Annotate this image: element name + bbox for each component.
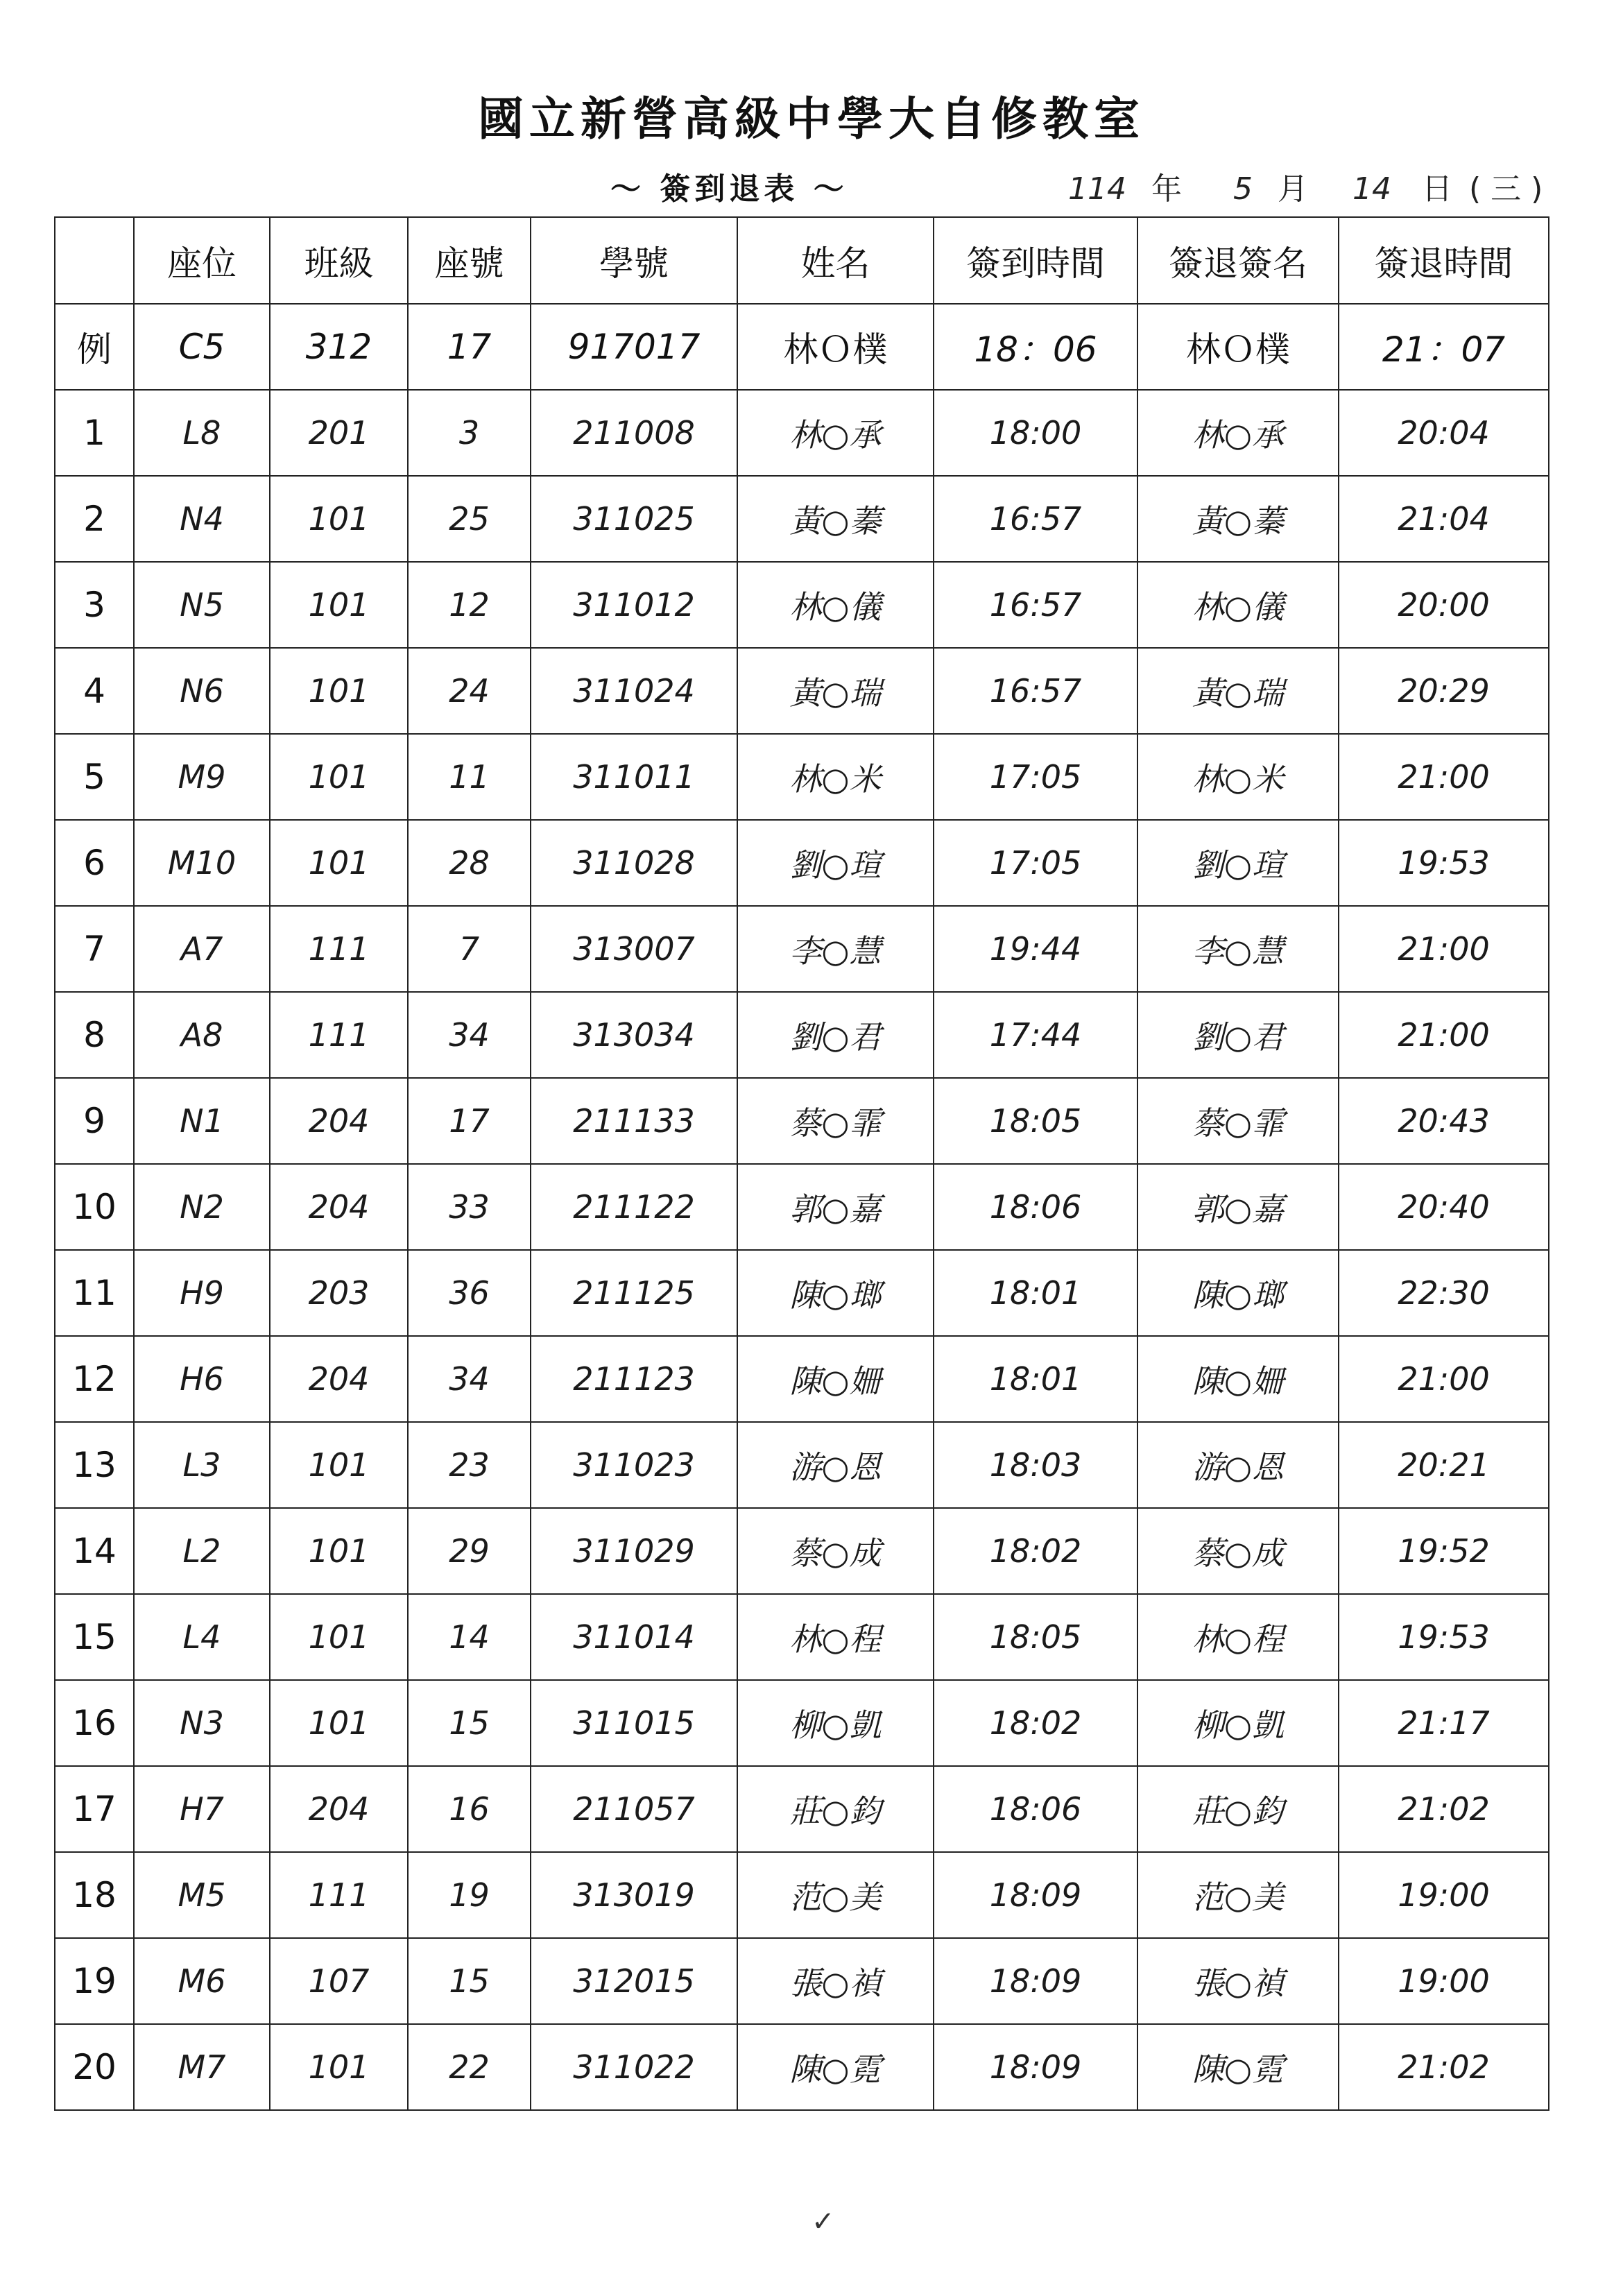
table-row: [55, 1508, 1549, 1594]
checkin-time-cell: 18:06: [934, 1164, 1137, 1250]
seat-cell: L8: [134, 390, 270, 476]
student-id-cell: 313007: [531, 906, 737, 992]
table-row: [55, 1766, 1549, 1852]
signin-table: [54, 216, 1549, 2111]
checkin-time-cell: 18:03: [934, 1422, 1137, 1508]
signout-name-cell: 李○慧: [1137, 906, 1339, 992]
name-cell: 陳○瑯: [737, 1250, 934, 1336]
seat-number-cell: 22: [408, 2024, 531, 2110]
seat-cell: N4: [134, 476, 270, 562]
signout-name-cell: 陳○瑯: [1137, 1250, 1339, 1336]
signout-name-cell: 張○禎: [1137, 1938, 1339, 2024]
checkout-time-cell: 22:30: [1339, 1250, 1549, 1336]
row-index: 13: [55, 1422, 134, 1508]
page-title: 國立新營高級中學大自修教室: [478, 92, 1145, 146]
row-index: 3: [55, 562, 134, 648]
name-cell: 李○慧: [737, 906, 934, 992]
class-cell: 201: [270, 390, 408, 476]
class-cell: 101: [270, 1680, 408, 1766]
seat-cell: M6: [134, 1938, 270, 2024]
seat-cell: N5: [134, 562, 270, 648]
checkin-time-cell: 17:44: [934, 992, 1137, 1078]
student-id-cell: 211125: [531, 1250, 737, 1336]
example-checkout: 21：07: [1339, 304, 1549, 390]
class-cell: 111: [270, 992, 408, 1078]
name-cell: 游○恩: [737, 1422, 934, 1508]
table-row: [55, 992, 1549, 1078]
seat-number-cell: 12: [408, 562, 531, 648]
signout-name-cell: 林○米: [1137, 734, 1339, 820]
seat-cell: H6: [134, 1336, 270, 1422]
class-cell: 101: [270, 476, 408, 562]
seat-cell: L2: [134, 1508, 270, 1594]
signout-name-cell: 劉○瑄: [1137, 820, 1339, 906]
date-month: 5: [1233, 171, 1253, 207]
student-id-cell: 313019: [531, 1852, 737, 1938]
checkin-time-cell: 18:02: [934, 1508, 1137, 1594]
class-cell: 204: [270, 1164, 408, 1250]
example-signout-name: 林Ｏ樸: [1137, 304, 1339, 390]
checkin-time-cell: 18:09: [934, 1852, 1137, 1938]
checkin-time-cell: 18:05: [934, 1078, 1137, 1164]
col-header-class: 班級: [270, 217, 408, 304]
name-cell: 蔡○成: [737, 1508, 934, 1594]
seat-cell: H9: [134, 1250, 270, 1336]
name-cell: 張○禎: [737, 1938, 934, 2024]
footer-check-mark: ✓: [812, 2206, 835, 2238]
col-header-number: 座號: [408, 217, 531, 304]
student-id-cell: 211008: [531, 390, 737, 476]
row-index: 17: [55, 1766, 134, 1852]
example-name: 林Ｏ樸: [737, 304, 934, 390]
col-header-checkout: 簽退時間: [1339, 217, 1549, 304]
row-index: 14: [55, 1508, 134, 1594]
checkout-time-cell: 21:00: [1339, 1336, 1549, 1422]
seat-cell: H7: [134, 1766, 270, 1852]
class-cell: 101: [270, 1422, 408, 1508]
table-row: [55, 2024, 1549, 2110]
signout-name-cell: 范○美: [1137, 1852, 1339, 1938]
seat-number-cell: 34: [408, 1336, 531, 1422]
date-day: 14: [1352, 171, 1391, 207]
checkin-time-cell: 17:05: [934, 820, 1137, 906]
example-class: 312: [270, 304, 408, 390]
checkin-time-cell: 18:00: [934, 390, 1137, 476]
class-cell: 111: [270, 1852, 408, 1938]
table-row: [55, 1078, 1549, 1164]
date-day-unit: 日: [1421, 171, 1452, 207]
student-id-cell: 311029: [531, 1508, 737, 1594]
row-index: 12: [55, 1336, 134, 1422]
checkout-time-cell: 20:43: [1339, 1078, 1549, 1164]
signout-name-cell: 林○程: [1137, 1594, 1339, 1680]
class-cell: 101: [270, 734, 408, 820]
checkin-time-cell: 17:05: [934, 734, 1137, 820]
table-row: [55, 648, 1549, 734]
checkin-time-cell: 18:06: [934, 1766, 1137, 1852]
seat-cell: N3: [134, 1680, 270, 1766]
seat-number-cell: 7: [408, 906, 531, 992]
table-row: [55, 1336, 1549, 1422]
example-number: 17: [408, 304, 531, 390]
seat-number-cell: 34: [408, 992, 531, 1078]
checkout-time-cell: 21:02: [1339, 1766, 1549, 1852]
name-cell: 莊○鈞: [737, 1766, 934, 1852]
student-id-cell: 211123: [531, 1336, 737, 1422]
seat-number-cell: 3: [408, 390, 531, 476]
seat-cell: N1: [134, 1078, 270, 1164]
example-checkin: 18：06: [934, 304, 1137, 390]
checkout-time-cell: 21:00: [1339, 992, 1549, 1078]
class-cell: 111: [270, 906, 408, 992]
date-month-unit: 月: [1277, 171, 1308, 207]
seat-cell: M10: [134, 820, 270, 906]
student-id-cell: 312015: [531, 1938, 737, 2024]
class-cell: 203: [270, 1250, 408, 1336]
seat-number-cell: 24: [408, 648, 531, 734]
col-header-name: 姓名: [737, 217, 934, 304]
name-cell: 林○儀: [737, 562, 934, 648]
seat-number-cell: 29: [408, 1508, 531, 1594]
seat-number-cell: 25: [408, 476, 531, 562]
col-header-seat: 座位: [134, 217, 270, 304]
checkout-time-cell: 20:00: [1339, 562, 1549, 648]
row-index: 10: [55, 1164, 134, 1250]
name-cell: 林○米: [737, 734, 934, 820]
class-cell: 101: [270, 562, 408, 648]
date-weekday: ( 三 ): [1468, 171, 1543, 207]
checkout-time-cell: 19:52: [1339, 1508, 1549, 1594]
checkin-time-cell: 18:02: [934, 1680, 1137, 1766]
seat-cell: N6: [134, 648, 270, 734]
signout-name-cell: 郭○嘉: [1137, 1164, 1339, 1250]
seat-number-cell: 15: [408, 1938, 531, 2024]
seat-number-cell: 36: [408, 1250, 531, 1336]
student-id-cell: 311024: [531, 648, 737, 734]
name-cell: 蔡○霏: [737, 1078, 934, 1164]
example-label: 例: [55, 304, 134, 390]
table-row: [55, 1422, 1549, 1508]
row-index: 1: [55, 390, 134, 476]
class-cell: 101: [270, 820, 408, 906]
checkout-time-cell: 21:17: [1339, 1680, 1549, 1766]
seat-cell: L3: [134, 1422, 270, 1508]
class-cell: 101: [270, 1508, 408, 1594]
student-id-cell: 211057: [531, 1766, 737, 1852]
signout-name-cell: 陳○霓: [1137, 2024, 1339, 2110]
checkout-time-cell: 21:00: [1339, 734, 1549, 820]
checkin-time-cell: 18:01: [934, 1336, 1137, 1422]
signout-name-cell: 莊○鈞: [1137, 1766, 1339, 1852]
signout-name-cell: 陳○姍: [1137, 1336, 1339, 1422]
seat-cell: M9: [134, 734, 270, 820]
table-row: [55, 476, 1549, 562]
checkout-time-cell: 21:00: [1339, 906, 1549, 992]
seat-number-cell: 17: [408, 1078, 531, 1164]
class-cell: 204: [270, 1766, 408, 1852]
seat-number-cell: 19: [408, 1852, 531, 1938]
col-header-student-id: 學號: [531, 217, 737, 304]
signout-name-cell: 黃○瑞: [1137, 648, 1339, 734]
date-year-unit: 年: [1151, 171, 1182, 207]
row-index: 8: [55, 992, 134, 1078]
header-row: [55, 217, 1549, 304]
name-cell: 劉○君: [737, 992, 934, 1078]
signout-name-cell: 游○恩: [1137, 1422, 1339, 1508]
seat-cell: A8: [134, 992, 270, 1078]
checkin-time-cell: 16:57: [934, 562, 1137, 648]
signin-sheet: [54, 216, 1548, 2145]
row-index: 18: [55, 1852, 134, 1938]
class-cell: 204: [270, 1336, 408, 1422]
student-id-cell: 313034: [531, 992, 737, 1078]
student-id-cell: 311022: [531, 2024, 737, 2110]
table-row: [55, 390, 1549, 476]
signout-name-cell: 劉○君: [1137, 992, 1339, 1078]
checkin-time-cell: 19:44: [934, 906, 1137, 992]
class-cell: 204: [270, 1078, 408, 1164]
row-index: 6: [55, 820, 134, 906]
signout-name-cell: 林○承: [1137, 390, 1339, 476]
seat-cell: M7: [134, 2024, 270, 2110]
row-index: 11: [55, 1250, 134, 1336]
checkout-time-cell: 19:00: [1339, 1938, 1549, 2024]
checkout-time-cell: 20:21: [1339, 1422, 1549, 1508]
table-row: [55, 906, 1549, 992]
date: [1068, 164, 1543, 208]
signout-name-cell: 蔡○成: [1137, 1508, 1339, 1594]
name-cell: 林○程: [737, 1594, 934, 1680]
row-index: 16: [55, 1680, 134, 1766]
signout-name-cell: 蔡○霏: [1137, 1078, 1339, 1164]
student-id-cell: 211133: [531, 1078, 737, 1164]
example-seat: C5: [134, 304, 270, 390]
col-header-checkin: 簽到時間: [934, 217, 1137, 304]
row-index: 19: [55, 1938, 134, 2024]
seat-cell: N2: [134, 1164, 270, 1250]
seat-cell: M5: [134, 1852, 270, 1938]
example-student-id: 917017: [531, 304, 737, 390]
table-row: [55, 1250, 1549, 1336]
seat-number-cell: 28: [408, 820, 531, 906]
student-id-cell: 311012: [531, 562, 737, 648]
seat-number-cell: 11: [408, 734, 531, 820]
class-cell: 107: [270, 1938, 408, 2024]
name-cell: 陳○姍: [737, 1336, 934, 1422]
table-row: [55, 562, 1549, 648]
student-id-cell: 311011: [531, 734, 737, 820]
checkin-time-cell: 18:09: [934, 2024, 1137, 2110]
table-row: [55, 1164, 1549, 1250]
class-cell: 101: [270, 648, 408, 734]
checkout-time-cell: 19:53: [1339, 820, 1549, 906]
checkin-time-cell: 18:05: [934, 1594, 1137, 1680]
signout-name-cell: 林○儀: [1137, 562, 1339, 648]
table-row: [55, 1594, 1549, 1680]
example-row: [55, 304, 1549, 390]
col-header-signout-name: 簽退簽名: [1137, 217, 1339, 304]
table-row: [55, 734, 1549, 820]
row-index: 15: [55, 1594, 134, 1680]
date-year: 114: [1068, 171, 1126, 207]
name-cell: 郭○嘉: [737, 1164, 934, 1250]
checkin-time-cell: 18:09: [934, 1938, 1137, 2024]
checkout-time-cell: 20:40: [1339, 1164, 1549, 1250]
checkin-time-cell: 16:57: [934, 648, 1137, 734]
student-id-cell: 311028: [531, 820, 737, 906]
student-id-cell: 311014: [531, 1594, 737, 1680]
checkout-time-cell: 19:53: [1339, 1594, 1549, 1680]
name-cell: 陳○霓: [737, 2024, 934, 2110]
student-id-cell: 311015: [531, 1680, 737, 1766]
name-cell: 林○承: [737, 390, 934, 476]
class-cell: 101: [270, 2024, 408, 2110]
checkout-time-cell: 21:02: [1339, 2024, 1549, 2110]
col-header-index: [55, 217, 134, 304]
checkout-time-cell: 20:29: [1339, 648, 1549, 734]
row-index: 2: [55, 476, 134, 562]
table-row: [55, 820, 1549, 906]
name-cell: 黃○瑞: [737, 648, 934, 734]
name-cell: 劉○瑄: [737, 820, 934, 906]
name-cell: 范○美: [737, 1852, 934, 1938]
table-row: [55, 1852, 1549, 1938]
name-cell: 柳○凱: [737, 1680, 934, 1766]
seat-number-cell: 15: [408, 1680, 531, 1766]
checkin-time-cell: 16:57: [934, 476, 1137, 562]
seat-cell: A7: [134, 906, 270, 992]
seat-number-cell: 23: [408, 1422, 531, 1508]
name-cell: 黃○蓁: [737, 476, 934, 562]
student-id-cell: 311025: [531, 476, 737, 562]
row-index: 5: [55, 734, 134, 820]
table-row: [55, 1938, 1549, 2024]
checkout-time-cell: 20:04: [1339, 390, 1549, 476]
checkout-time-cell: 21:04: [1339, 476, 1549, 562]
subtitle: ～ 簽到退表 ～: [610, 171, 848, 207]
student-id-cell: 211122: [531, 1164, 737, 1250]
row-index: 9: [55, 1078, 134, 1164]
seat-number-cell: 33: [408, 1164, 531, 1250]
checkout-time-cell: 19:00: [1339, 1852, 1549, 1938]
class-cell: 101: [270, 1594, 408, 1680]
signout-name-cell: 柳○凱: [1137, 1680, 1339, 1766]
seat-cell: L4: [134, 1594, 270, 1680]
table-row: [55, 1680, 1549, 1766]
student-id-cell: 311023: [531, 1422, 737, 1508]
row-index: 7: [55, 906, 134, 992]
checkin-time-cell: 18:01: [934, 1250, 1137, 1336]
row-index: 4: [55, 648, 134, 734]
seat-number-cell: 14: [408, 1594, 531, 1680]
row-index: 20: [55, 2024, 134, 2110]
seat-number-cell: 16: [408, 1766, 531, 1852]
signout-name-cell: 黃○蓁: [1137, 476, 1339, 562]
